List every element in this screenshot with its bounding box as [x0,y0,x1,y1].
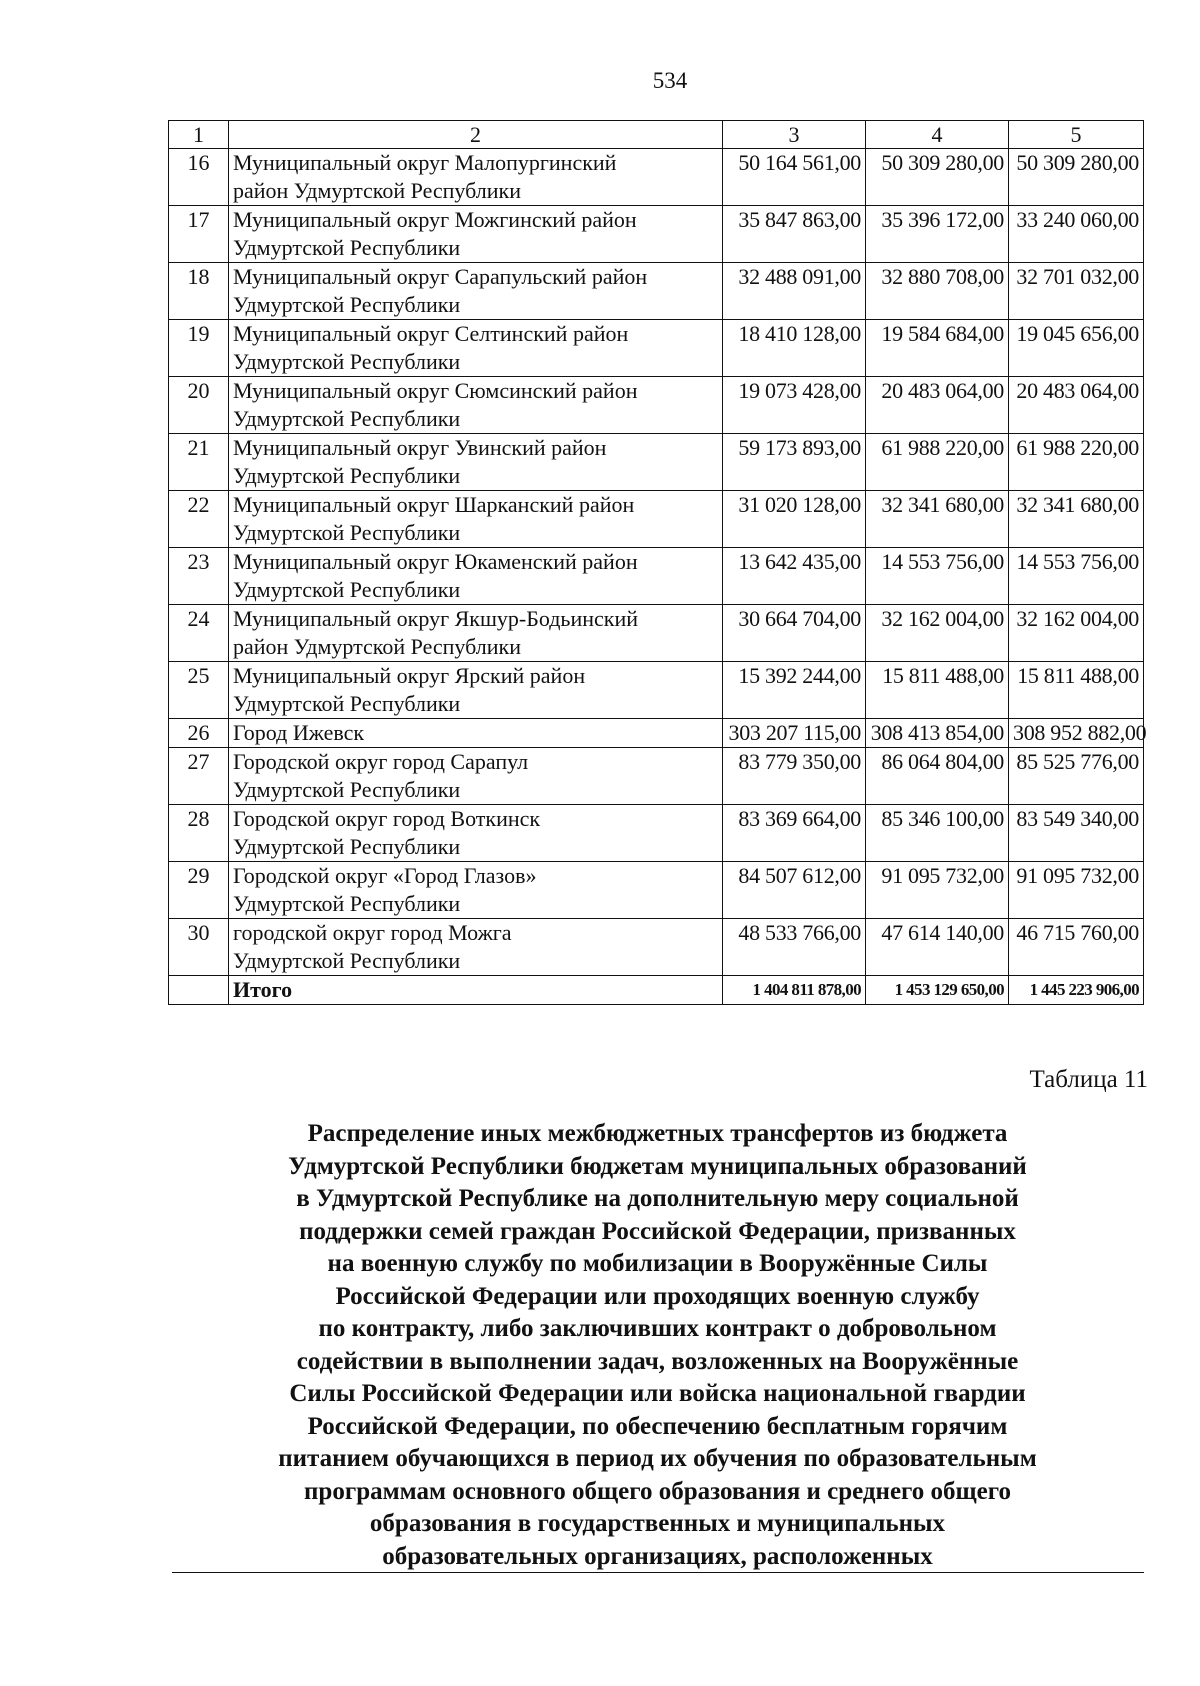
amount-year-3: 15 811 488,00 [1009,662,1144,719]
amount-year-2: 85 346 100,00 [866,805,1009,862]
heading-line: Удмуртской Республики бюджетам муниципальных образований [288,1152,1027,1180]
amount-year-1: 48 533 766,00 [723,919,866,976]
total-number [169,976,229,1005]
municipality-name-line: Городской округ город Воткинск [233,806,541,831]
heading-line: на военную службу по мобилизации в Вооружённые Силы [327,1250,988,1277]
total-amount-year-2: 1 453 129 650,00 [866,976,1009,1005]
amount-year-2: 32 880 708,00 [866,263,1009,320]
municipality-name [229,719,723,748]
municipality-name [229,605,723,662]
municipality-name-line: Муниципальный округ Сюмсинский район [233,378,638,403]
heading-line: по контракту, либо заключивших контракт о добровольном [318,1315,997,1342]
transfer-table [168,120,1147,1005]
amount-year-2: 61 988 220,00 [866,434,1009,491]
municipality-name-line: Муниципальный округ Увинский район [233,435,607,460]
total-label: Итого [229,976,723,1005]
column-header: 2 [229,121,723,149]
amount-year-2: 19 584 684,00 [866,320,1009,377]
municipality-name-line: район Удмуртской Республики [233,178,521,203]
amount-year-1: 30 664 704,00 [723,605,866,662]
page-number: 534 [652,68,688,93]
amount-year-3: 32 701 032,00 [1009,263,1144,320]
amount-year-1: 18 410 128,00 [723,320,866,377]
municipality-name-line: Городской округ город Сарапул [233,749,529,774]
table-row [169,919,1144,976]
total-amount-year-1: 1 404 811 878,00 [723,976,866,1005]
row-number: 26 [169,719,229,748]
amount-year-1: 15 392 244,00 [723,662,866,719]
heading-line: поддержки семей граждан Российской Федерации, призванных [299,1217,1016,1245]
table-header-row [169,121,1144,149]
municipality-name-line: Удмуртской Республики [233,777,461,802]
heading-line: Распределение иных межбюджетных трансфертов из бюджета [307,1120,1008,1147]
municipality-name [229,862,723,919]
amount-year-3: 32 162 004,00 [1009,605,1144,662]
municipality-name-line: Удмуртской Республики [233,292,461,317]
amount-year-2: 50 309 280,00 [866,149,1009,206]
amount-year-3: 20 483 064,00 [1009,377,1144,434]
municipality-name [229,805,723,862]
amount-year-1: 50 164 561,00 [723,149,866,206]
total-row [169,976,1144,1005]
amount-year-2: 308 413 854,00 [866,719,1009,748]
municipality-name-line: Муниципальный округ Юкаменский район [233,549,638,574]
row-number: 23 [169,548,229,605]
municipality-name [229,434,723,491]
table-label: Таблица 11 [1029,1066,1148,1093]
row-number: 17 [169,206,229,263]
amount-year-1: 83 369 664,00 [723,805,866,862]
amount-year-2: 32 341 680,00 [866,491,1009,548]
heading-line: образовательных организациях, расположенных [382,1542,933,1570]
municipality-name [229,548,723,605]
table-row [169,377,1144,434]
municipality-name-line: Муниципальный округ Малопургинский [233,150,617,175]
amount-year-3: 61 988 220,00 [1009,434,1144,491]
table-row [169,662,1144,719]
municipality-name [229,491,723,548]
column-header: 4 [866,121,1009,149]
municipality-name [229,748,723,805]
municipality-name-line: район Удмуртской Республики [233,634,521,659]
municipality-name [229,206,723,263]
amount-year-1: 303 207 115,00 [723,719,866,748]
amount-year-3: 308 952 882,00 [1009,719,1144,748]
municipality-name-line: Удмуртской Республики [233,406,461,431]
row-number: 24 [169,605,229,662]
municipality-name-line: Муниципальный округ Якшур-Бодьинский [233,606,639,631]
amount-year-3: 50 309 280,00 [1009,149,1144,206]
municipality-name-line: Удмуртской Республики [233,235,461,260]
table-row [169,491,1144,548]
row-number: 18 [169,263,229,320]
table-row [169,149,1144,206]
municipality-name-line: Удмуртской Республики [233,577,461,602]
municipality-name-line: Муниципальный округ Селтинский район [233,321,629,346]
table-row [169,719,1144,748]
heading-line: программам основного общего образования и среднего общего [304,1477,1011,1505]
amount-year-2: 91 095 732,00 [866,862,1009,919]
amount-year-2: 20 483 064,00 [866,377,1009,434]
amount-year-1: 59 173 893,00 [723,434,866,491]
municipality-name-line: Муниципальный округ Шарканский район [233,492,635,517]
amount-year-3: 83 549 340,00 [1009,805,1144,862]
row-number: 28 [169,805,229,862]
municipality-name-line: Городской округ «Город Глазов» [233,863,537,888]
amount-year-3: 32 341 680,00 [1009,491,1144,548]
column-header: 1 [169,121,229,149]
heading-line: в Удмуртской Республике на дополнительную меру социальной [296,1185,1019,1212]
amount-year-3: 85 525 776,00 [1009,748,1144,805]
amount-year-2: 86 064 804,00 [866,748,1009,805]
amount-year-3: 14 553 756,00 [1009,548,1144,605]
amount-year-2: 14 553 756,00 [866,548,1009,605]
row-number: 21 [169,434,229,491]
row-number: 27 [169,748,229,805]
column-header: 3 [723,121,866,149]
municipality-name-line: Удмуртской Республики [233,463,461,488]
row-number: 20 [169,377,229,434]
municipality-name-line: Удмуртской Республики [233,349,461,374]
amount-year-2: 15 811 488,00 [866,662,1009,719]
municipality-name-line: Удмуртской Республики [233,891,461,916]
heading-line: питанием обучающихся в период их обучения по образовательным [278,1445,1037,1472]
heading-line: содействии в выполнении задач, возложенных на Вооружённые [296,1347,1019,1375]
heading-line: Российской Федерации или проходящих военную службу [335,1282,980,1310]
table-row [169,805,1144,862]
table-row [169,320,1144,377]
municipality-name-line: Удмуртской Республики [233,834,461,859]
column-header: 5 [1009,121,1144,149]
amount-year-2: 47 614 140,00 [866,919,1009,976]
table-row [169,605,1144,662]
municipality-name [229,662,723,719]
amount-year-3: 46 715 760,00 [1009,919,1144,976]
amount-year-3: 19 045 656,00 [1009,320,1144,377]
heading-line: образования в государственных и муниципальных [369,1510,946,1537]
table-row [169,206,1144,263]
amount-year-1: 83 779 350,00 [723,748,866,805]
amount-year-3: 91 095 732,00 [1009,862,1144,919]
municipality-name-line: Удмуртской Республики [233,691,461,716]
table-row [169,862,1144,919]
amount-year-1: 31 020 128,00 [723,491,866,548]
amount-year-2: 35 396 172,00 [866,206,1009,263]
municipality-name-line: Муниципальный округ Ярский район [233,663,586,688]
amount-year-1: 19 073 428,00 [723,377,866,434]
municipality-name-line: Город Ижевск [233,720,365,745]
row-number: 16 [169,149,229,206]
table-row [169,748,1144,805]
table-heading [170,1118,1145,1573]
amount-year-1: 84 507 612,00 [723,862,866,919]
row-number: 29 [169,862,229,919]
amount-year-2: 32 162 004,00 [866,605,1009,662]
table-body [169,149,1147,1005]
amount-year-1: 13 642 435,00 [723,548,866,605]
table-row [169,548,1144,605]
page-divider [172,1572,1144,1573]
row-number: 25 [169,662,229,719]
municipality-name-line: Удмуртской Республики [233,948,461,973]
row-number: 30 [169,919,229,976]
amount-year-1: 35 847 863,00 [723,206,866,263]
municipality-name-line: Муниципальный округ Можгинский район [233,207,637,232]
municipality-name-line: Удмуртской Республики [233,520,461,545]
municipality-name [229,377,723,434]
municipality-name [229,149,723,206]
municipality-name-line: городской округ город Можга [233,920,512,945]
amount-year-3: 33 240 060,00 [1009,206,1144,263]
table-row [169,434,1144,491]
row-number: 22 [169,491,229,548]
heading-line: Силы Российской Федерации или войска национальной гвардии [289,1380,1026,1407]
amount-year-1: 32 488 091,00 [723,263,866,320]
heading-line: Российской Федерации, по обеспечению бесплатным горячим [307,1412,1008,1440]
municipality-name [229,320,723,377]
municipality-name [229,919,723,976]
municipality-name-line: Муниципальный округ Сарапульский район [233,264,648,289]
table-row [169,263,1144,320]
total-amount-year-3: 1 445 223 906,00 [1009,976,1144,1005]
municipality-name [229,263,723,320]
row-number: 19 [169,320,229,377]
